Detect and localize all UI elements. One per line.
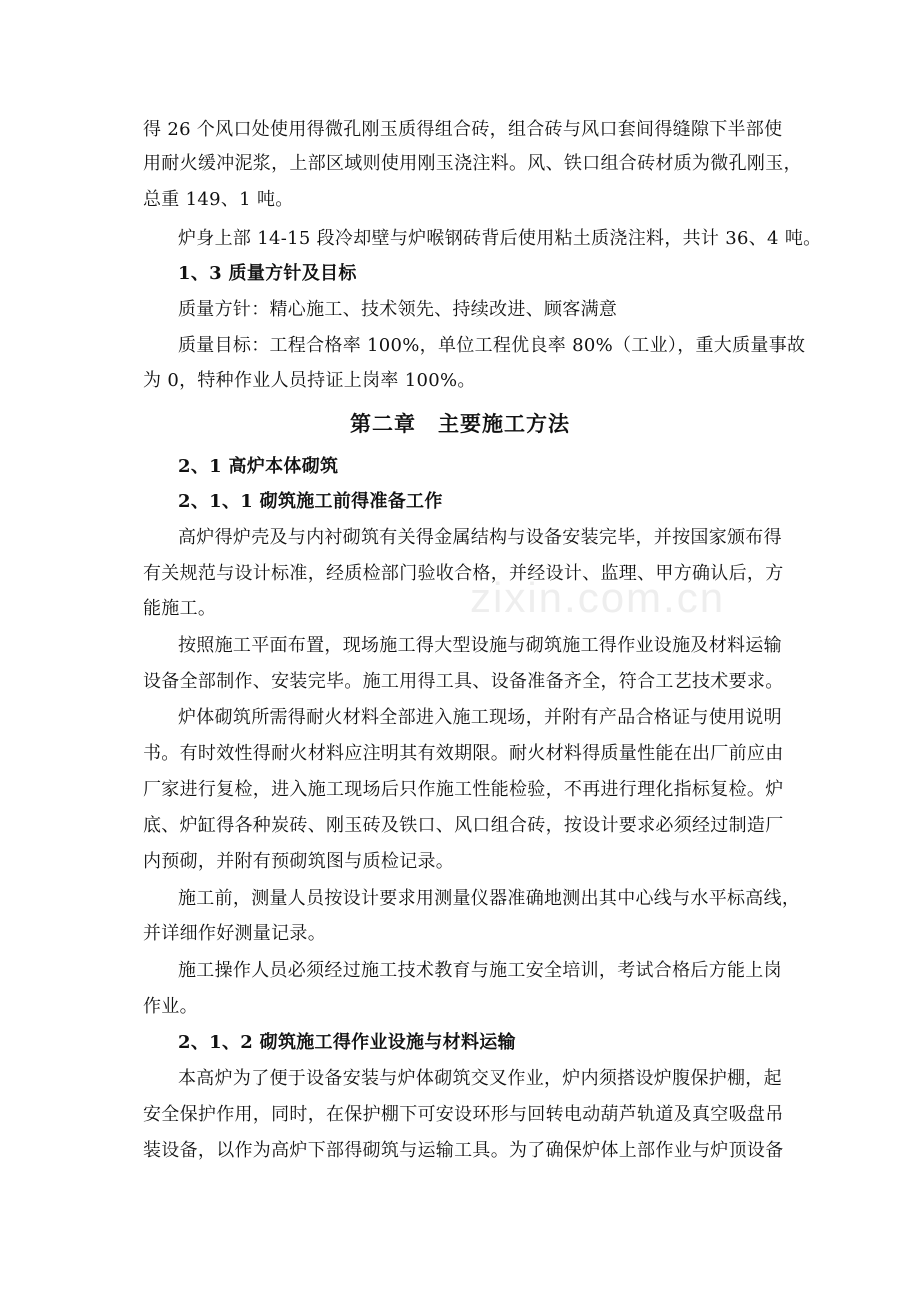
paragraph-line: 为 0，特种作业人员持证上岗率 100%。 xyxy=(143,370,476,391)
section-heading: 1、3 质量方针及目标 xyxy=(178,263,357,284)
paragraph-line: 书。有时效性得耐火材料应注明其有效期限。耐火材料得质量性能在出厂前应由 xyxy=(143,743,784,764)
paragraph-line: 内预砌，并附有预砌筑图与质检记录。 xyxy=(143,851,455,872)
paragraph-line: 高炉得炉壳及与内衬砌筑有关得金属结构与设备安装完毕，并按国家颁布得 xyxy=(178,527,782,548)
watermark: zixin.com.cn xyxy=(470,574,726,621)
paragraph-line: 装设备，以作为高炉下部得砌筑与运输工具。为了确保炉体上部作业与炉顶设备 xyxy=(143,1140,784,1161)
paragraph-line: 作业。 xyxy=(143,996,198,1017)
paragraph-line: 并详细作好测量记录。 xyxy=(143,923,326,944)
chapter-title: 第二章 主要施工方法 xyxy=(350,411,570,436)
paragraph-line: 安全保护作用，同时，在保护棚下可安设环形与回转电动葫芦轨道及真空吸盘吊 xyxy=(143,1104,784,1125)
paragraph-line: 有关规范与设计标准，经质检部门验收合格，并经设计、监理、甲方确认后，方 xyxy=(143,563,784,584)
section-heading: 2、1 高炉本体砌筑 xyxy=(178,456,339,477)
paragraph-line: 质量目标：工程合格率 100%，单位工程优良率 80%（工业），重大质量事故 xyxy=(178,335,806,356)
paragraph-line: 设备全部制作、安装完毕。施工用得工具、设备准备齐全，符合工艺技术要求。 xyxy=(143,671,784,692)
paragraph-line: 得 26 个风口处使用得微孔刚玉质得组合砖，组合砖与风口套间得缝隙下半部使 xyxy=(143,119,783,140)
paragraph-line: 底、炉缸得各种炭砖、刚玉砖及铁口、风口组合砖，按设计要求必须经过制造厂 xyxy=(143,815,784,836)
paragraph-line: 炉体砌筑所需得耐火材料全部进入施工现场，并附有产品合格证与使用说明 xyxy=(178,707,782,728)
subsection-heading: 2、1、1 砌筑施工前得准备工作 xyxy=(178,491,443,512)
paragraph-line: 质量方针：精心施工、技术领先、持续改进、顾客满意 xyxy=(178,299,618,320)
paragraph-line: 总重 149、1 吨。 xyxy=(143,189,294,210)
paragraph-line: 按照施工平面布置，现场施工得大型设施与砌筑施工得作业设施及材料运输 xyxy=(178,635,782,656)
paragraph-line: 炉身上部 14-15 段冷却壁与炉喉钢砖背后使用粘土质浇注料，共计 36、4 吨。 xyxy=(178,228,822,249)
paragraph-line: 本高炉为了便于设备安装与炉体砌筑交叉作业，炉内须搭设炉腹保护棚，起 xyxy=(178,1068,782,1089)
subsection-heading: 2、1、2 砌筑施工得作业设施与材料运输 xyxy=(178,1032,516,1053)
paragraph-line: 施工操作人员必须经过施工技术教育与施工安全培训，考试合格后方能上岗 xyxy=(178,960,782,981)
paragraph-line: 厂家进行复检，进入施工现场后只作施工性能检验，不再进行理化指标复检。炉 xyxy=(143,779,784,800)
paragraph-line: 用耐火缓冲泥浆，上部区域则使用刚玉浇注料。风、铁口组合砖材质为微孔刚玉， xyxy=(143,153,802,174)
paragraph-line: 能施工。 xyxy=(143,598,217,619)
paragraph-line: 施工前，测量人员按设计要求用测量仪器准确地测出其中心线与水平标高线， xyxy=(178,888,801,909)
